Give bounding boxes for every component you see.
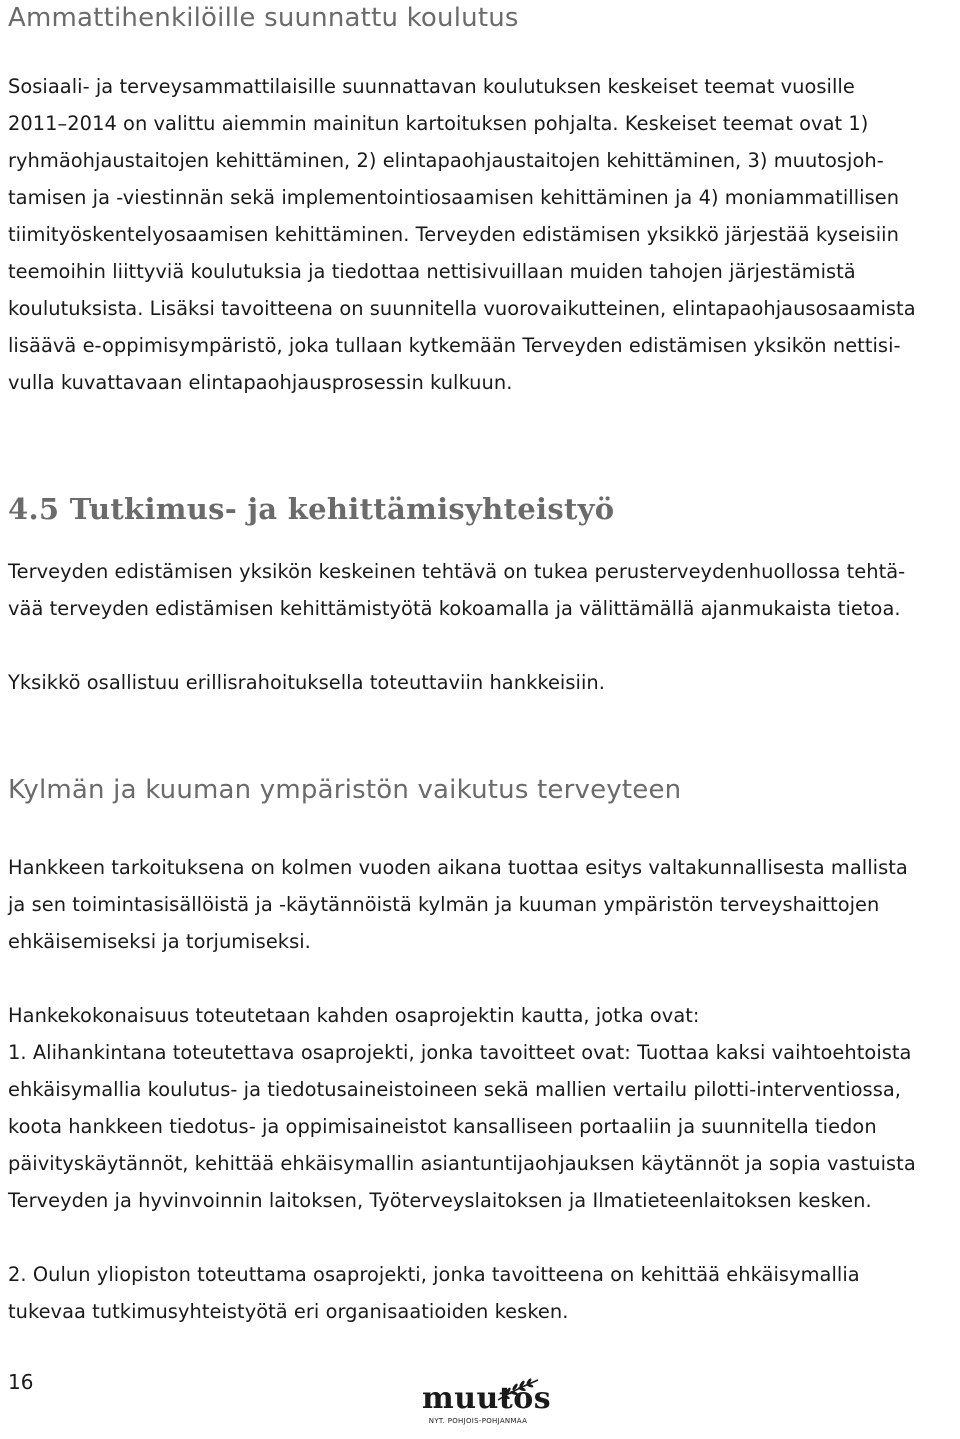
text-line: tiimityöskentelyosaamisen kehittäminen. Terveyden edistämisen yksikkö järjestää kyseisiin (8, 223, 899, 246)
text-line: ja sen toimintasisällöistä ja -käytännöistä kylmän ja kuuman ympäristön terveyshaittojen (8, 893, 880, 916)
paragraph-research-1 (8, 553, 953, 627)
text-line: koota hankkeen tiedotus- ja oppimisaineistot kansalliseen portaaliin ja suunnitella tiedon (8, 1115, 877, 1138)
logo-tagline: NYT. POHJOIS-POHJANMAA (428, 1417, 528, 1425)
section-heading-research: 4.5 Tutkimus- ja kehittämisyhteistyö (8, 492, 615, 526)
text-line: Hankekokonaisuus toteutetaan kahden osaprojektin kautta, jotka ovat: (8, 1004, 700, 1027)
paragraph-research-2 (8, 664, 953, 701)
text-line: vää terveyden edistämisen kehittämistyötä kokoamalla ja välittämällä ajanmukaista tietoa. (8, 597, 901, 620)
text-line: tamisen ja -viestinnän sekä implementointiosaamisen kehittäminen ja 4) moniammatillisen (8, 186, 900, 209)
text-line: 2011–2014 on valittu aiemmin mainitun kartoituksen pohjalta. Keskeiset teemat ovat 1) (8, 112, 869, 135)
text-line: Sosiaali- ja terveysammattilaisille suunnattavan koulutuksen keskeiset teemat vuosille (8, 75, 855, 98)
logo-wordmark: muutos (422, 1381, 552, 1416)
text-line: 2. Oulun yliopiston toteuttama osaprojekti, jonka tavoitteena on kehittää ehkäisymallia (8, 1263, 860, 1286)
section-heading-climate: Kylmän ja kuuman ympäristön vaikutus terveyteen (8, 775, 682, 805)
page-number: 16 (8, 1370, 34, 1394)
text-line: lisäävä e-oppimisympäristö, joka tullaan kytkemään Terveyden edistämisen yksikön nettisi- (8, 334, 901, 357)
text-line: teemoihin liittyviä koulutuksia ja tiedottaa nettisivuillaan muiden tahojen järjestämistä (8, 260, 856, 283)
text-line: Hankkeen tarkoituksena on kolmen vuoden aikana tuottaa esitys valtakunnallisesta mallista (8, 856, 908, 879)
paragraph-climate-1 (8, 849, 953, 960)
text-line: vulla kuvattavaan elintapaohjausprosessin kulkuun. (8, 371, 513, 394)
paragraph-training (8, 68, 953, 401)
text-line: Terveyden ja hyvinvoinnin laitoksen, Työterveyslaitoksen ja Ilmatieteenlaitoksen kesken. (8, 1189, 872, 1212)
muutos-logo (412, 1376, 552, 1432)
paragraph-climate-3 (8, 1256, 953, 1330)
text-line: ehkäisymallia koulutus- ja tiedotusaineistoineen sekä mallien vertailu pilotti-interventiossa, (8, 1078, 902, 1101)
text-line: päivityskäytännöt, kehittää ehkäisymallin asiantuntijaohjauksen käytännöt ja sopia vastuista (8, 1152, 916, 1175)
text-line: koulutuksista. Lisäksi tavoitteena on suunnitella vuorovaikutteinen, elintapaohjausosaamista (8, 297, 916, 320)
paragraph-climate-2 (8, 997, 953, 1219)
text-line: ehkäisemiseksi ja torjumiseksi. (8, 930, 311, 953)
text-line: Terveyden edistämisen yksikön keskeinen tehtävä on tukea perusterveydenhuollossa tehtä- (8, 560, 906, 583)
section-heading-training: Ammattihenkilöille suunnattu koulutus (8, 3, 519, 33)
text-line: ryhmäohjaustaitojen kehittäminen, 2) elintapaohjaustaitojen kehittäminen, 3) muutosjoh- (8, 149, 884, 172)
text-line: 1. Alihankintana toteutettava osaprojekti, jonka tavoitteet ovat: Tuottaa kaksi vaihtoehtoista (8, 1041, 912, 1064)
text-line: tukevaa tutkimusyhteistyötä eri organisaatioiden kesken. (8, 1300, 569, 1323)
text-line: Yksikkö osallistuu erillisrahoituksella toteuttaviin hankkeisiin. (8, 671, 605, 694)
